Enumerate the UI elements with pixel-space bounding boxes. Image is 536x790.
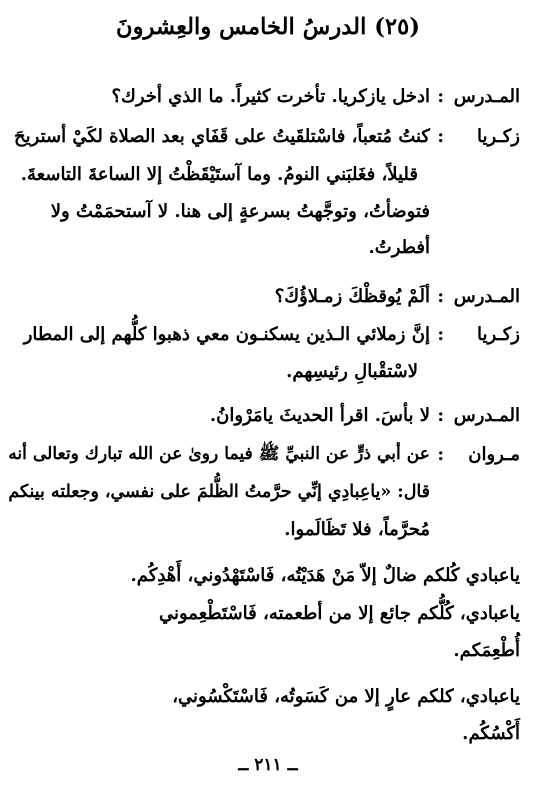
speaker-colon: :: [437, 286, 444, 307]
dialogue-line: أفطرتُ.: [368, 237, 430, 258]
speaker-colon: :: [437, 405, 444, 426]
speaker-teacher: المـدرس: [453, 86, 520, 107]
dialogue-line: لا بأسَ. اقرأ الحديثَ يامَرْوانُ.: [209, 405, 430, 426]
dialogue-line: إنَّ زملائي الـذين يسكنـون معي ذهبوا كلُّهم إلى المطار: [23, 324, 430, 345]
page-number: ــ ٢١١ ــ: [238, 755, 298, 775]
hadith-line: ياعبادي، كلكم عارٍ إلا من كَسَوتُه، فَاسْتَكْسُوني،: [172, 686, 520, 707]
speaker-teacher: المـدرس: [453, 405, 520, 426]
dialogue-line: لاسْتقْبالِ رئيسِهم.: [286, 361, 418, 382]
dialogue-line: ألَمْ يُوقظْكَ زمـلاؤُكَ؟: [274, 286, 430, 307]
dialogue-line: قليلاً، فغَلبَني النومُ. وما آستَيْقَظْتُ إلا الساعةَ التاسعةَ.: [20, 164, 418, 185]
speaker-colon: :: [437, 324, 444, 345]
lesson-title: (٢٥) الدرسُ الخامس والعِشرونَ: [115, 14, 421, 40]
dialogue-line: فتوضأتُ، وتوجَّهتُ بسرعةٍ إلى هنا. لا آستحمَمْتُ ولا: [50, 201, 430, 222]
dialogue-line: كنتُ مُتعباً، فاسْتلقَيتُ على قَفَاي بعد الصلاة لكَيْ أستريحَ: [14, 126, 430, 147]
speaker-zakariya: زكـريا: [477, 324, 520, 345]
hadith-line: أَكْسُكُم.: [462, 723, 520, 744]
dialogue-line: قال: «ياعِبادِي إنِّي حرَّمتُ الظُّلمَ على نفسي، وجعلته بينكم: [8, 482, 430, 502]
hadith-line: ياعبادي كُلكم ضالٌ إلاّ مَنْ هَدَيْتُه، فَاسْتَهْدُوني، أَهْدِكُم.: [130, 565, 520, 586]
speaker-zakariya: زكـريا: [477, 126, 520, 147]
speaker-colon: :: [437, 444, 444, 465]
dialogue-line: ادخل يازكريا. تأخرت كثيراً. ما الذي أخرك؟: [111, 86, 430, 107]
hadith-line: ياعبادي، كُلُّكم جائع إلا من أطعمته، فَاسْتَطْعِموني: [158, 603, 520, 624]
dialogue-line: مُحرَّماً، فلا تَظَالَموا.: [284, 519, 430, 540]
dialogue-line: عن أبي ذرٍّ عن النبيِّ ﷺ فيما روىٰ عن الله تبارك وتعالى أنه: [8, 444, 430, 464]
hadith-line: أُطْعِمَكم.: [453, 640, 520, 661]
speaker-teacher: المـدرس: [453, 286, 520, 307]
speaker-marwan: مـروان: [468, 444, 520, 465]
speaker-colon: :: [437, 126, 444, 147]
speaker-colon: :: [437, 86, 444, 107]
